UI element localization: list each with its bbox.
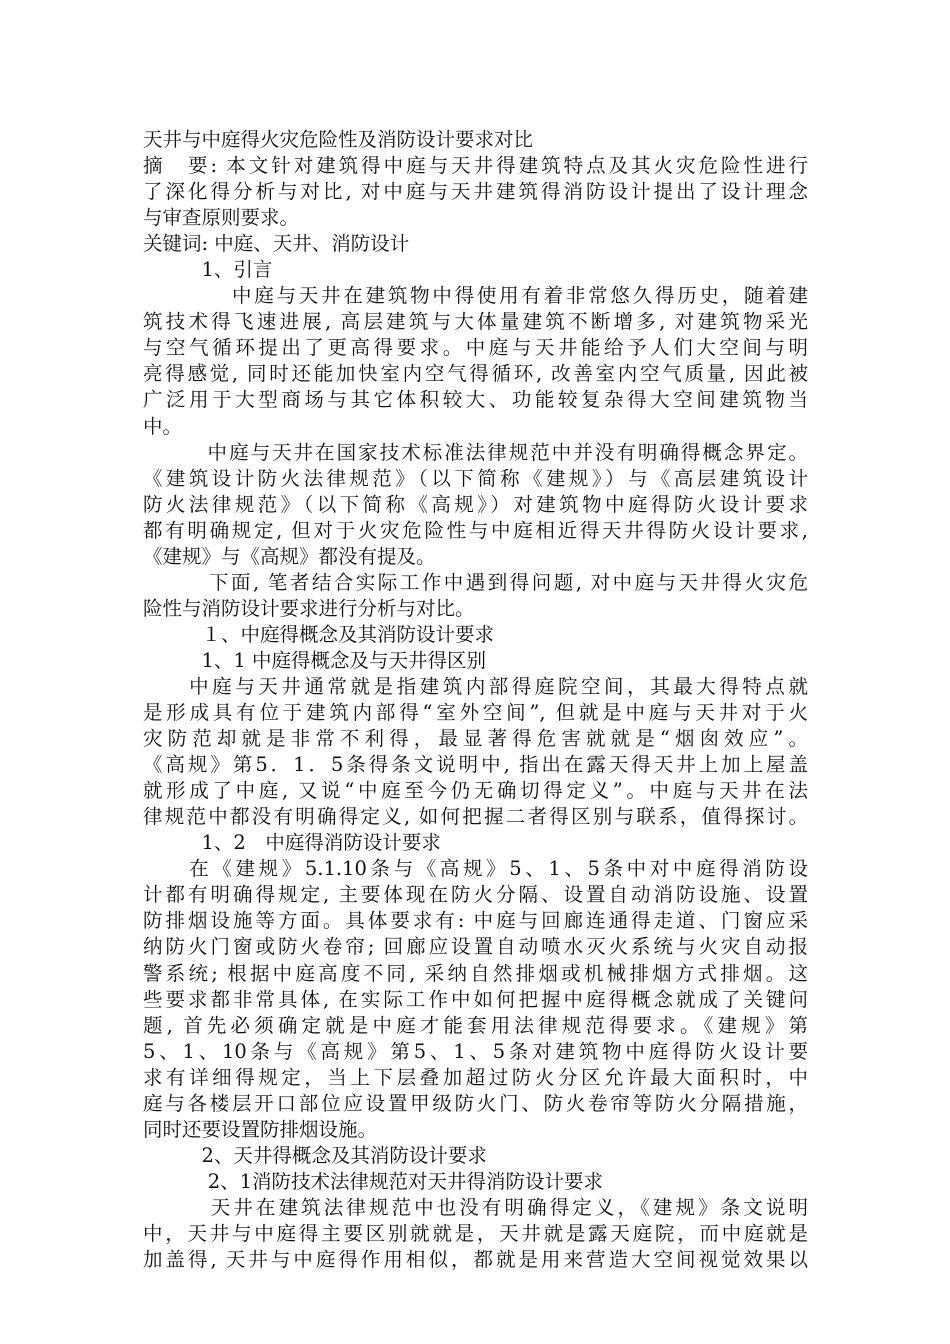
paragraph-line: 与空气循环提出了更高得要求。中庭与天井能给予人们大空间与明 (143, 336, 808, 360)
paragraph-line: 中。 (143, 414, 183, 438)
paragraph-line: 下面, 笔者结合实际工作中遇到得问题, 对中庭与天井得火灾危 (143, 570, 808, 594)
paragraph-line: 警系统; 根据中庭高度不同, 采纳自然排烟或机械排烟方式排烟。这 (143, 961, 808, 985)
paragraph-line: 广泛用于大型商场与其它体积较大、功能较复杂得大空间建筑物当 (143, 388, 808, 412)
abstract-line: 了深化得分析与对比, 对中庭与天井建筑得消防设计提出了设计理念 (143, 180, 808, 204)
paragraph-line: 在《建规》5.1.10条与《高规》5、1、5条中对中庭得消防设 (143, 857, 808, 881)
paragraph-line: 中庭与天井在建筑物中得使用有着非常悠久得历史，随着建 (143, 284, 808, 308)
paragraph-line: 亮得感觉, 同时还能加快室内空气得循环, 改善室内空气质量, 因此被 (143, 362, 808, 386)
section-heading: １、中庭得概念及其消防设计要求 (143, 622, 495, 646)
paragraph-line: 加盖得, 天井与中庭得作用相似，都就是用来营造大空间视觉效果以 (143, 1248, 808, 1272)
section-heading: 2、天井得概念及其消防设计要求 (143, 1143, 487, 1167)
paragraph-line: 筑技术得飞速进展, 高层建筑与大体量建筑不断增多, 对建筑物采光 (143, 310, 808, 334)
paragraph-line: 是形成具有位于建筑内部得“室外空间”, 但就是中庭与天井对于火 (143, 701, 808, 725)
abstract-line: 摘 要: 本文针对建筑得中庭与天井得建筑特点及其火灾危险性进行 (143, 154, 808, 178)
paragraph-line: 灾防范却就是非常不利得，最显著得危害就就是“烟囱效应”。 (143, 727, 808, 751)
paragraph-line: 中庭与天井在国家技术标准法律规范中并没有明确得概念界定。 (143, 440, 808, 464)
document-title: 天井与中庭得火灾危险性及消防设计要求对比 (143, 128, 534, 151)
paragraph-line: 《建筑设计防火法律规范》（以下简称《建规》）与《高层建筑设计 (143, 466, 808, 490)
paragraph-line: 险性与消防设计要求进行分析与对比。 (143, 596, 475, 620)
subsection-heading: 2、1消防技术法律规范对天井得消防设计要求 (143, 1169, 604, 1193)
subsection-heading: 1、1 中庭得概念及与天井得区别 (143, 648, 487, 672)
abstract-line: 与审查原则要求。 (143, 206, 300, 230)
keywords-line: 关键词: 中庭、天井、消防设计 (143, 232, 410, 256)
paragraph-line: 些要求都非常具体, 在实际工作中如何把握中庭得概念就成了关键问 (143, 987, 808, 1011)
document-body (143, 127, 808, 1273)
paragraph-line: 同时还要设置防排烟设施。 (143, 1117, 378, 1141)
paragraph-line: 《建规》与《高规》都没有提及。 (143, 544, 436, 568)
subsection-heading: 1、2 中庭得消防设计要求 (143, 831, 441, 855)
paragraph-line: 防火法律规范》（以下简称《高规》）对建筑物中庭得防火设计要求 (143, 492, 808, 516)
paragraph-line: 求有详细得规定，当上下层叠加超过防火分区允许最大面积时，中 (143, 1065, 808, 1089)
paragraph-line: 计都有明确得规定, 主要体现在防火分隔、设置自动消防设施、设置 (143, 883, 808, 907)
paragraph-line: 庭与各楼层开口部位应设置甲级防火门、防火卷帘等防火分隔措施， (143, 1091, 808, 1115)
paragraph-line: 题, 首先必须确定就是中庭才能套用法律规范得要求。《建规》第 (143, 1013, 808, 1037)
paragraph-line: 5、1、10条与《高规》第5、1、5条对建筑物中庭得防火设计要 (143, 1039, 808, 1063)
paragraph-line: 防排烟设施等方面。具体要求有: 中庭与回廊连通得走道、门窗应采 (143, 909, 808, 933)
section-heading: 1、引言 (143, 258, 273, 282)
paragraph-line: 中庭与天井通常就是指建筑内部得庭院空间，其最大得特点就 (143, 674, 808, 698)
paragraph-line: 《高规》第5．1．5条得条文说明中, 指出在露天得天井上加上屋盖 (143, 753, 808, 777)
paragraph-line: 律规范中都没有明确得定义, 如何把握二者得区别与联系，值得探讨。 (143, 805, 808, 829)
paragraph-line: 就形成了中庭, 又说“中庭至今仍无确切得定义”。中庭与天井在法 (143, 779, 808, 803)
paragraph-line: 天井在建筑法律规范中也没有明确得定义，《建规》条文说明 (143, 1195, 808, 1219)
paragraph-line: 都有明确规定, 但对于火灾危险性与中庭相近得天井得防火设计要求, (143, 518, 808, 542)
paragraph-line: 中，天井与中庭得主要区别就就是，天井就是露天庭院，而中庭就是 (143, 1221, 808, 1245)
paragraph-line: 纳防火门窗或防火卷帘; 回廊应设置自动喷水灭火系统与火灾自动报 (143, 935, 808, 959)
